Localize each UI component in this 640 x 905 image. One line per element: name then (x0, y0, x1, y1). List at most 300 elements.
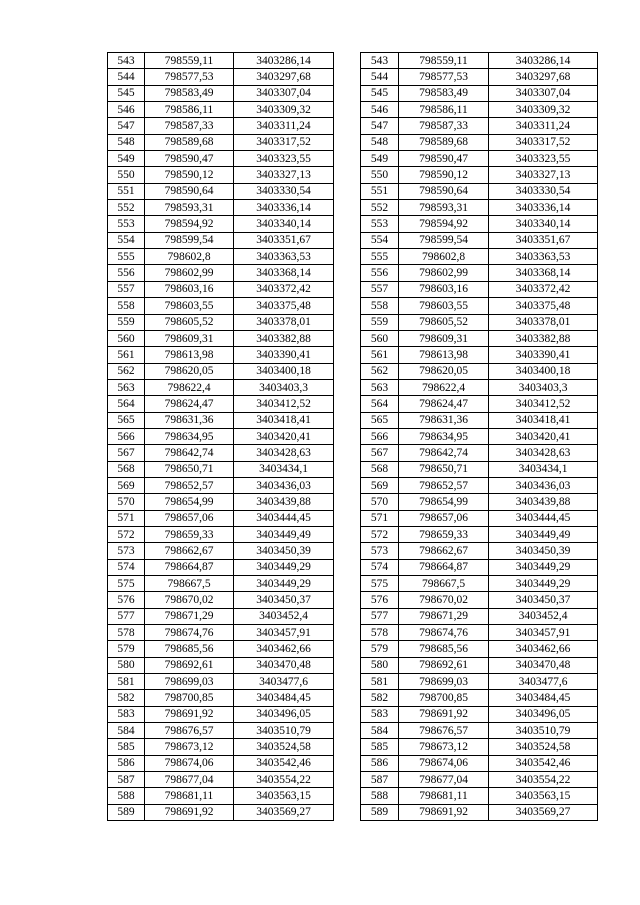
point-number-cell: 546 (108, 102, 145, 118)
x-coordinate-cell: 798652,57 (399, 477, 489, 493)
point-number-cell: 580 (108, 657, 145, 673)
x-coordinate-cell: 798700,85 (399, 690, 489, 706)
y-coordinate-cell: 3403323,55 (489, 151, 598, 167)
table-row (361, 641, 598, 657)
y-coordinate-cell: 3403351,67 (489, 232, 598, 248)
y-coordinate-cell: 3403363,53 (489, 249, 598, 265)
table-row (361, 755, 598, 771)
table-row (361, 625, 598, 641)
y-coordinate-cell: 3403449,29 (234, 559, 334, 575)
y-coordinate-cell: 3403375,48 (234, 298, 334, 314)
point-number-cell: 571 (108, 510, 145, 526)
x-coordinate-cell: 798577,53 (399, 69, 489, 85)
point-number-cell: 578 (108, 625, 145, 641)
table-row (108, 53, 334, 69)
x-coordinate-cell: 798670,02 (145, 592, 234, 608)
point-number-cell: 553 (361, 216, 399, 232)
point-number-cell: 548 (361, 134, 399, 150)
y-coordinate-cell: 3403542,46 (489, 755, 598, 771)
table-row (108, 216, 334, 232)
table-row (361, 102, 598, 118)
point-number-cell: 564 (108, 396, 145, 412)
table-row (361, 723, 598, 739)
x-coordinate-cell: 798657,06 (399, 510, 489, 526)
x-coordinate-cell: 798677,04 (399, 772, 489, 788)
table-row (108, 69, 334, 85)
x-coordinate-cell: 798681,11 (399, 788, 489, 804)
table-row (108, 396, 334, 412)
y-coordinate-cell: 3403496,05 (234, 706, 334, 722)
y-coordinate-cell: 3403309,32 (489, 102, 598, 118)
x-coordinate-cell: 798685,56 (399, 641, 489, 657)
y-coordinate-cell: 3403484,45 (234, 690, 334, 706)
x-coordinate-cell: 798559,11 (399, 53, 489, 69)
x-coordinate-cell: 798603,55 (399, 298, 489, 314)
point-number-cell: 569 (361, 477, 399, 493)
table-row (108, 543, 334, 559)
table-row (361, 412, 598, 428)
point-number-cell: 552 (108, 200, 145, 216)
x-coordinate-cell: 798590,64 (145, 183, 234, 199)
x-coordinate-cell: 798671,29 (399, 608, 489, 624)
table-row (108, 200, 334, 216)
x-coordinate-cell: 798699,03 (145, 674, 234, 690)
point-number-cell: 553 (108, 216, 145, 232)
point-number-cell: 556 (108, 265, 145, 281)
y-coordinate-cell: 3403434,1 (234, 461, 334, 477)
table-row (361, 53, 598, 69)
x-coordinate-cell: 798664,87 (145, 559, 234, 575)
table-row (108, 576, 334, 592)
x-coordinate-cell: 798590,12 (145, 167, 234, 183)
x-coordinate-cell: 798662,67 (399, 543, 489, 559)
y-coordinate-cell: 3403450,39 (234, 543, 334, 559)
y-coordinate-cell: 3403449,29 (489, 576, 598, 592)
table-row (361, 151, 598, 167)
table-row (108, 363, 334, 379)
point-number-cell: 558 (361, 298, 399, 314)
y-coordinate-cell: 3403420,41 (234, 428, 334, 444)
x-coordinate-cell: 798650,71 (399, 461, 489, 477)
x-coordinate-cell: 798671,29 (145, 608, 234, 624)
point-number-cell: 587 (108, 772, 145, 788)
point-number-cell: 578 (361, 625, 399, 641)
y-coordinate-cell: 3403450,37 (489, 592, 598, 608)
table-row (108, 690, 334, 706)
x-coordinate-cell: 798631,36 (145, 412, 234, 428)
x-coordinate-cell: 798677,04 (145, 772, 234, 788)
point-number-cell: 544 (108, 69, 145, 85)
y-coordinate-cell: 3403420,41 (489, 428, 598, 444)
table-row (361, 543, 598, 559)
y-coordinate-cell: 3403418,41 (489, 412, 598, 428)
point-number-cell: 567 (361, 445, 399, 461)
y-coordinate-cell: 3403327,13 (234, 167, 334, 183)
point-number-cell: 563 (108, 379, 145, 395)
x-coordinate-cell: 798700,85 (145, 690, 234, 706)
y-coordinate-cell: 3403449,29 (234, 576, 334, 592)
y-coordinate-cell: 3403554,22 (234, 772, 334, 788)
table-row (361, 445, 598, 461)
x-coordinate-cell: 798577,53 (145, 69, 234, 85)
table-row (361, 216, 598, 232)
x-coordinate-cell: 798593,31 (399, 200, 489, 216)
y-coordinate-cell: 3403327,13 (489, 167, 598, 183)
table-row (108, 739, 334, 755)
x-coordinate-cell: 798670,02 (399, 592, 489, 608)
y-coordinate-cell: 3403470,48 (234, 657, 334, 673)
point-number-cell: 545 (361, 85, 399, 101)
table-row (108, 118, 334, 134)
y-coordinate-cell: 3403297,68 (489, 69, 598, 85)
coordinates-table-right-body (361, 53, 598, 821)
table-row (108, 265, 334, 281)
y-coordinate-cell: 3403330,54 (234, 183, 334, 199)
point-number-cell: 571 (361, 510, 399, 526)
point-number-cell: 573 (108, 543, 145, 559)
x-coordinate-cell: 798691,92 (399, 706, 489, 722)
y-coordinate-cell: 3403286,14 (489, 53, 598, 69)
table-row (361, 804, 598, 820)
y-coordinate-cell: 3403428,63 (234, 445, 334, 461)
point-number-cell: 550 (361, 167, 399, 183)
coordinates-table-left (107, 52, 334, 821)
point-number-cell: 564 (361, 396, 399, 412)
table-row (361, 428, 598, 444)
y-coordinate-cell: 3403311,24 (234, 118, 334, 134)
x-coordinate-cell: 798602,99 (399, 265, 489, 281)
point-number-cell: 554 (108, 232, 145, 248)
y-coordinate-cell: 3403450,37 (234, 592, 334, 608)
y-coordinate-cell: 3403330,54 (489, 183, 598, 199)
point-number-cell: 572 (361, 526, 399, 542)
point-number-cell: 573 (361, 543, 399, 559)
point-number-cell: 551 (108, 183, 145, 199)
table-row (108, 804, 334, 820)
table-row (361, 461, 598, 477)
y-coordinate-cell: 3403372,42 (489, 281, 598, 297)
table-row (108, 412, 334, 428)
table-row (361, 200, 598, 216)
x-coordinate-cell: 798674,76 (145, 625, 234, 641)
table-row (108, 445, 334, 461)
point-number-cell: 572 (108, 526, 145, 542)
y-coordinate-cell: 3403444,45 (234, 510, 334, 526)
x-coordinate-cell: 798674,06 (399, 755, 489, 771)
y-coordinate-cell: 3403452,4 (489, 608, 598, 624)
y-coordinate-cell: 3403457,91 (489, 625, 598, 641)
x-coordinate-cell: 798594,92 (399, 216, 489, 232)
point-number-cell: 556 (361, 265, 399, 281)
y-coordinate-cell: 3403317,52 (234, 134, 334, 150)
point-number-cell: 574 (108, 559, 145, 575)
point-number-cell: 588 (108, 788, 145, 804)
point-number-cell: 583 (108, 706, 145, 722)
point-number-cell: 561 (361, 347, 399, 363)
point-number-cell: 567 (108, 445, 145, 461)
point-number-cell: 565 (108, 412, 145, 428)
point-number-cell: 582 (108, 690, 145, 706)
y-coordinate-cell: 3403436,03 (234, 477, 334, 493)
table-row (108, 559, 334, 575)
point-number-cell: 585 (361, 739, 399, 755)
y-coordinate-cell: 3403378,01 (234, 314, 334, 330)
y-coordinate-cell: 3403462,66 (489, 641, 598, 657)
point-number-cell: 559 (108, 314, 145, 330)
y-coordinate-cell: 3403477,6 (234, 674, 334, 690)
x-coordinate-cell: 798667,5 (399, 576, 489, 592)
y-coordinate-cell: 3403449,49 (489, 526, 598, 542)
table-row (108, 706, 334, 722)
y-coordinate-cell: 3403382,88 (489, 330, 598, 346)
point-number-cell: 579 (108, 641, 145, 657)
y-coordinate-cell: 3403372,42 (234, 281, 334, 297)
point-number-cell: 560 (361, 330, 399, 346)
x-coordinate-cell: 798664,87 (399, 559, 489, 575)
x-coordinate-cell: 798699,03 (399, 674, 489, 690)
table-row (361, 706, 598, 722)
x-coordinate-cell: 798586,11 (145, 102, 234, 118)
y-coordinate-cell: 3403382,88 (234, 330, 334, 346)
x-coordinate-cell: 798652,57 (145, 477, 234, 493)
point-number-cell: 584 (108, 723, 145, 739)
x-coordinate-cell: 798620,05 (399, 363, 489, 379)
y-coordinate-cell: 3403450,39 (489, 543, 598, 559)
table-row (361, 363, 598, 379)
table-row (108, 674, 334, 690)
y-coordinate-cell: 3403403,3 (489, 379, 598, 395)
x-coordinate-cell: 798599,54 (399, 232, 489, 248)
point-number-cell: 576 (108, 592, 145, 608)
x-coordinate-cell: 798673,12 (399, 739, 489, 755)
y-coordinate-cell: 3403510,79 (234, 723, 334, 739)
x-coordinate-cell: 798650,71 (145, 461, 234, 477)
y-coordinate-cell: 3403563,15 (234, 788, 334, 804)
y-coordinate-cell: 3403439,88 (234, 494, 334, 510)
x-coordinate-cell: 798676,57 (399, 723, 489, 739)
point-number-cell: 543 (108, 53, 145, 69)
table-row (108, 183, 334, 199)
x-coordinate-cell: 798602,8 (399, 249, 489, 265)
x-coordinate-cell: 798613,98 (399, 347, 489, 363)
point-number-cell: 549 (361, 151, 399, 167)
point-number-cell: 577 (361, 608, 399, 624)
point-number-cell: 589 (361, 804, 399, 820)
table-row (108, 102, 334, 118)
y-coordinate-cell: 3403477,6 (489, 674, 598, 690)
y-coordinate-cell: 3403452,4 (234, 608, 334, 624)
y-coordinate-cell: 3403510,79 (489, 723, 598, 739)
point-number-cell: 585 (108, 739, 145, 755)
point-number-cell: 568 (361, 461, 399, 477)
y-coordinate-cell: 3403390,41 (489, 347, 598, 363)
point-number-cell: 586 (108, 755, 145, 771)
point-number-cell: 562 (361, 363, 399, 379)
x-coordinate-cell: 798603,16 (399, 281, 489, 297)
x-coordinate-cell: 798622,4 (399, 379, 489, 395)
table-row (108, 608, 334, 624)
y-coordinate-cell: 3403434,1 (489, 461, 598, 477)
x-coordinate-cell: 798586,11 (399, 102, 489, 118)
coordinates-table-left-body (108, 53, 334, 821)
table-row (108, 151, 334, 167)
table-row (361, 232, 598, 248)
x-coordinate-cell: 798631,36 (399, 412, 489, 428)
table-row (108, 347, 334, 363)
x-coordinate-cell: 798642,74 (399, 445, 489, 461)
table-row (108, 85, 334, 101)
table-row (108, 330, 334, 346)
y-coordinate-cell: 3403449,49 (234, 526, 334, 542)
table-row (108, 788, 334, 804)
x-coordinate-cell: 798692,61 (145, 657, 234, 673)
y-coordinate-cell: 3403428,63 (489, 445, 598, 461)
x-coordinate-cell: 798609,31 (399, 330, 489, 346)
x-coordinate-cell: 798624,47 (145, 396, 234, 412)
y-coordinate-cell: 3403311,24 (489, 118, 598, 134)
y-coordinate-cell: 3403336,14 (234, 200, 334, 216)
point-number-cell: 587 (361, 772, 399, 788)
x-coordinate-cell: 798622,4 (145, 379, 234, 395)
y-coordinate-cell: 3403569,27 (489, 804, 598, 820)
point-number-cell: 559 (361, 314, 399, 330)
table-row (361, 657, 598, 673)
y-coordinate-cell: 3403340,14 (234, 216, 334, 232)
point-number-cell: 570 (361, 494, 399, 510)
x-coordinate-cell: 798692,61 (399, 657, 489, 673)
table-row (108, 134, 334, 150)
y-coordinate-cell: 3403457,91 (234, 625, 334, 641)
table-row (361, 298, 598, 314)
table-row (361, 674, 598, 690)
y-coordinate-cell: 3403351,67 (234, 232, 334, 248)
x-coordinate-cell: 798673,12 (145, 739, 234, 755)
x-coordinate-cell: 798676,57 (145, 723, 234, 739)
point-number-cell: 576 (361, 592, 399, 608)
table-row (108, 232, 334, 248)
y-coordinate-cell: 3403563,15 (489, 788, 598, 804)
point-number-cell: 588 (361, 788, 399, 804)
x-coordinate-cell: 798659,33 (145, 526, 234, 542)
x-coordinate-cell: 798634,95 (399, 428, 489, 444)
point-number-cell: 557 (361, 281, 399, 297)
y-coordinate-cell: 3403323,55 (234, 151, 334, 167)
x-coordinate-cell: 798590,12 (399, 167, 489, 183)
point-number-cell: 581 (361, 674, 399, 690)
point-number-cell: 543 (361, 53, 399, 69)
point-number-cell: 555 (361, 249, 399, 265)
x-coordinate-cell: 798657,06 (145, 510, 234, 526)
y-coordinate-cell: 3403368,14 (489, 265, 598, 281)
table-row (361, 69, 598, 85)
x-coordinate-cell: 798681,11 (145, 788, 234, 804)
point-number-cell: 582 (361, 690, 399, 706)
point-number-cell: 581 (108, 674, 145, 690)
table-row (108, 657, 334, 673)
table-row (361, 118, 598, 134)
point-number-cell: 580 (361, 657, 399, 673)
x-coordinate-cell: 798691,92 (399, 804, 489, 820)
point-number-cell: 563 (361, 379, 399, 395)
table-row (108, 723, 334, 739)
point-number-cell: 575 (361, 576, 399, 592)
table-row (361, 494, 598, 510)
table-row (361, 396, 598, 412)
y-coordinate-cell: 3403375,48 (489, 298, 598, 314)
table-row (108, 281, 334, 297)
table-row (108, 772, 334, 788)
table-row (361, 314, 598, 330)
x-coordinate-cell: 798691,92 (145, 706, 234, 722)
point-number-cell: 560 (108, 330, 145, 346)
point-number-cell: 551 (361, 183, 399, 199)
x-coordinate-cell: 798583,49 (145, 85, 234, 101)
table-row (108, 167, 334, 183)
x-coordinate-cell: 798603,55 (145, 298, 234, 314)
table-row (108, 494, 334, 510)
x-coordinate-cell: 798589,68 (399, 134, 489, 150)
x-coordinate-cell: 798590,47 (145, 151, 234, 167)
x-coordinate-cell: 798605,52 (399, 314, 489, 330)
x-coordinate-cell: 798602,99 (145, 265, 234, 281)
x-coordinate-cell: 798674,06 (145, 755, 234, 771)
table-row (361, 347, 598, 363)
x-coordinate-cell: 798590,64 (399, 183, 489, 199)
table-row (108, 755, 334, 771)
table-row (108, 641, 334, 657)
y-coordinate-cell: 3403317,52 (489, 134, 598, 150)
table-row (361, 576, 598, 592)
y-coordinate-cell: 3403400,18 (489, 363, 598, 379)
table-row (361, 772, 598, 788)
table-row (361, 510, 598, 526)
y-coordinate-cell: 3403418,41 (234, 412, 334, 428)
y-coordinate-cell: 3403336,14 (489, 200, 598, 216)
table-row (361, 85, 598, 101)
table-row (108, 526, 334, 542)
point-number-cell: 589 (108, 804, 145, 820)
table-row (361, 379, 598, 395)
y-coordinate-cell: 3403462,66 (234, 641, 334, 657)
table-row (361, 281, 598, 297)
table-row (108, 379, 334, 395)
x-coordinate-cell: 798602,8 (145, 249, 234, 265)
table-row (108, 592, 334, 608)
x-coordinate-cell: 798659,33 (399, 526, 489, 542)
table-row (361, 134, 598, 150)
x-coordinate-cell: 798587,33 (399, 118, 489, 134)
y-coordinate-cell: 3403569,27 (234, 804, 334, 820)
table-row (361, 477, 598, 493)
point-number-cell: 561 (108, 347, 145, 363)
x-coordinate-cell: 798603,16 (145, 281, 234, 297)
point-number-cell: 575 (108, 576, 145, 592)
point-number-cell: 550 (108, 167, 145, 183)
table-row (361, 183, 598, 199)
y-coordinate-cell: 3403340,14 (489, 216, 598, 232)
x-coordinate-cell: 798609,31 (145, 330, 234, 346)
x-coordinate-cell: 798594,92 (145, 216, 234, 232)
point-number-cell: 577 (108, 608, 145, 624)
point-number-cell: 570 (108, 494, 145, 510)
y-coordinate-cell: 3403307,04 (489, 85, 598, 101)
point-number-cell: 544 (361, 69, 399, 85)
x-coordinate-cell: 798593,31 (145, 200, 234, 216)
point-number-cell: 547 (361, 118, 399, 134)
y-coordinate-cell: 3403412,52 (489, 396, 598, 412)
point-number-cell: 565 (361, 412, 399, 428)
x-coordinate-cell: 798599,54 (145, 232, 234, 248)
